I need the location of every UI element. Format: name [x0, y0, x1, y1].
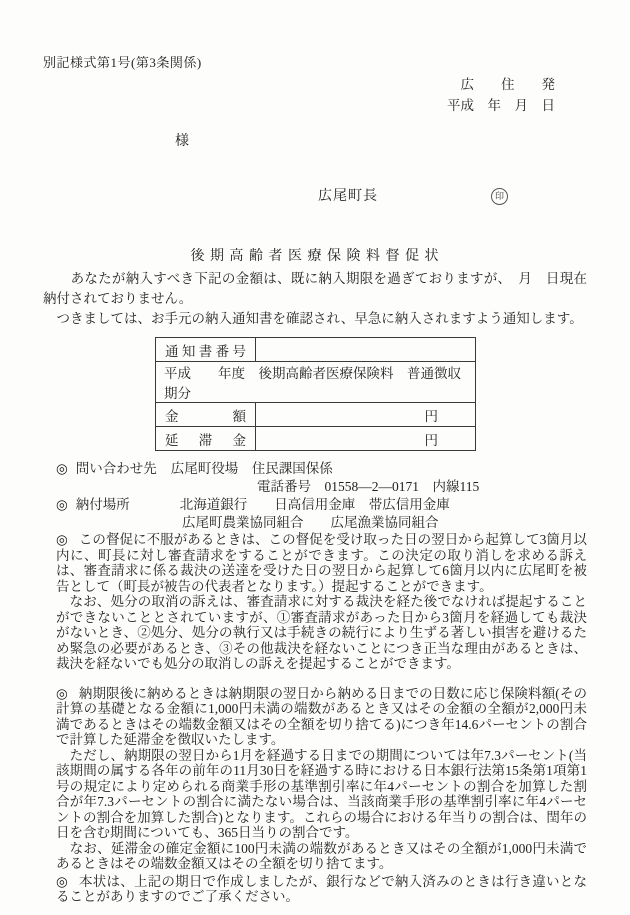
late-fee-label: 延滞金 [156, 427, 256, 451]
header-right-block [43, 74, 587, 116]
notice-table [155, 337, 488, 451]
opening-paragraph-2: つきましては、お手元の納入通知書を確認され、早急に納入されますよう通知します。 [43, 311, 583, 326]
bullet-icon: ◎ [56, 461, 68, 476]
opening-paragraph-1: あなたが納入すべき下記の金額は、既に納入期限を過ぎておりますが、 月 日現在納付されておりません。 [43, 271, 587, 306]
payment-banks-line1: 北海道銀行 日高信用金庫 帯広信用金庫 [179, 497, 450, 512]
amount-label: 金額 [156, 403, 256, 427]
recipient-line: 様 [175, 134, 189, 149]
note-closing [56, 874, 587, 905]
note-text: 納期限後に納めるときは納期限の翌日から納める日までの日数に応じ保険料額(その計算の基礎となる金額に1,000円未満の端数があるとき又はその金額の全額が2,000円未満であるときはその端数金額又はその全額を切り捨てる)につき年14.6パーセントの割合で計算した延滞金を徴収いたします。 [56, 685, 587, 747]
payment-label: 納付場所 [75, 497, 130, 512]
note-paragraph: なお、処分の取消の訴えは、審査請求に対する裁決を経た後でなければ提起することができないこととされていますが、①審査請求があった日から3箇月を経過しても裁決がないとき、②処分、処分の執行又は手続きの続行により生ずる著しい損害を避けるため緊急の必要があるとき、③その他裁決を経ないことにつき正当な理由があるときは、裁決を経ないでも処分の取消しの訴えを提起することができます。 [56, 594, 587, 671]
bullet-icon: ◎ [56, 532, 68, 547]
table-row-amount [156, 403, 476, 427]
note-paragraph [56, 686, 587, 748]
inquiry-row [56, 460, 587, 478]
document-title: 後 期 高 齢 者 医 療 保 険 料 督 促 状 [190, 249, 440, 264]
inquiry-label: 問い合わせ先 [75, 461, 157, 476]
notice-number-label: 通知書番号 [156, 338, 256, 362]
inquiry-value: 広尾町役場 住民課国保係 [170, 461, 333, 476]
bullet-icon: ◎ [56, 497, 68, 512]
late-fee-unit: 円 [256, 427, 476, 451]
notice-number-value [256, 338, 476, 362]
ref-mark: 広 住 発 [460, 77, 555, 92]
note-paragraph [56, 874, 587, 905]
seal-icon: 印 [491, 188, 508, 205]
note-paragraph: なお、延滞金の確定金額に100円未満の端数があるとき又はその全額が1,000円未満であるときはその端数金額又はその全額を切り捨てます。 [56, 840, 587, 871]
table-row-period [156, 362, 476, 403]
period-line: 平成 年度 後期高齢者医療保険料 普通徴収 期分 [156, 362, 476, 403]
table-row-late-fee [156, 427, 476, 451]
note-late-fee [56, 686, 587, 872]
note-paragraph [56, 532, 587, 594]
sender-line [318, 185, 587, 205]
notes-section [56, 532, 587, 905]
note-text: 本状は、上記の期日で作成しましたが、銀行などで納入済みのときは行き違いとなることがありますのでご了承ください。 [56, 873, 587, 904]
note-text: この督促に不服があるときは、この督促を受け取った日の翌日から起算して3箇月以内に、町長に対し審査請求をすることができます。この決定の取り消しを求める訴えは、審査請求に係る裁決の送達を受けた日の翌日から起算して6箇月以内に広尾町を被告として（町長が被告の代表者となります。）提起することができます。 [56, 532, 588, 594]
sender-name: 広尾町長 [318, 189, 378, 204]
bullet-icon: ◎ [56, 873, 69, 889]
payment-banks-line2: 広尾町農業協同組合 広尾漁業協同組合 [182, 515, 439, 530]
table-row-notice-number [156, 338, 476, 362]
payment-row [56, 496, 587, 514]
bullet-icon: ◎ [56, 685, 68, 701]
note-paragraph: ただし、納期限の翌日から1月を経過する日までの期間については年7.3パーセント(当該期間の属する各年の前年の11月30日を経過する時における日本銀行法第15条第1項第1号の規定により定められる商業手形の基準割引率に年4パーセントの割合を加算した割合が年7.3パーセントの割合に満たない場合は、当該商業手形の基準割引率に年4パーセントの割合を加算した割合)となります。これらの場合における年当りの割合は、閏年の日を含む期間についても、365日当りの割合です。 [56, 747, 587, 840]
note-appeal-rights [56, 532, 587, 672]
form-number: 別記様式第1号(第3条関係) [43, 55, 202, 70]
contact-section [43, 460, 587, 532]
phone-line: 電話番号 01558—2—0171 内線115 [257, 479, 480, 494]
date-line: 平成 年 月 日 [447, 98, 555, 113]
amount-unit: 円 [256, 403, 476, 427]
